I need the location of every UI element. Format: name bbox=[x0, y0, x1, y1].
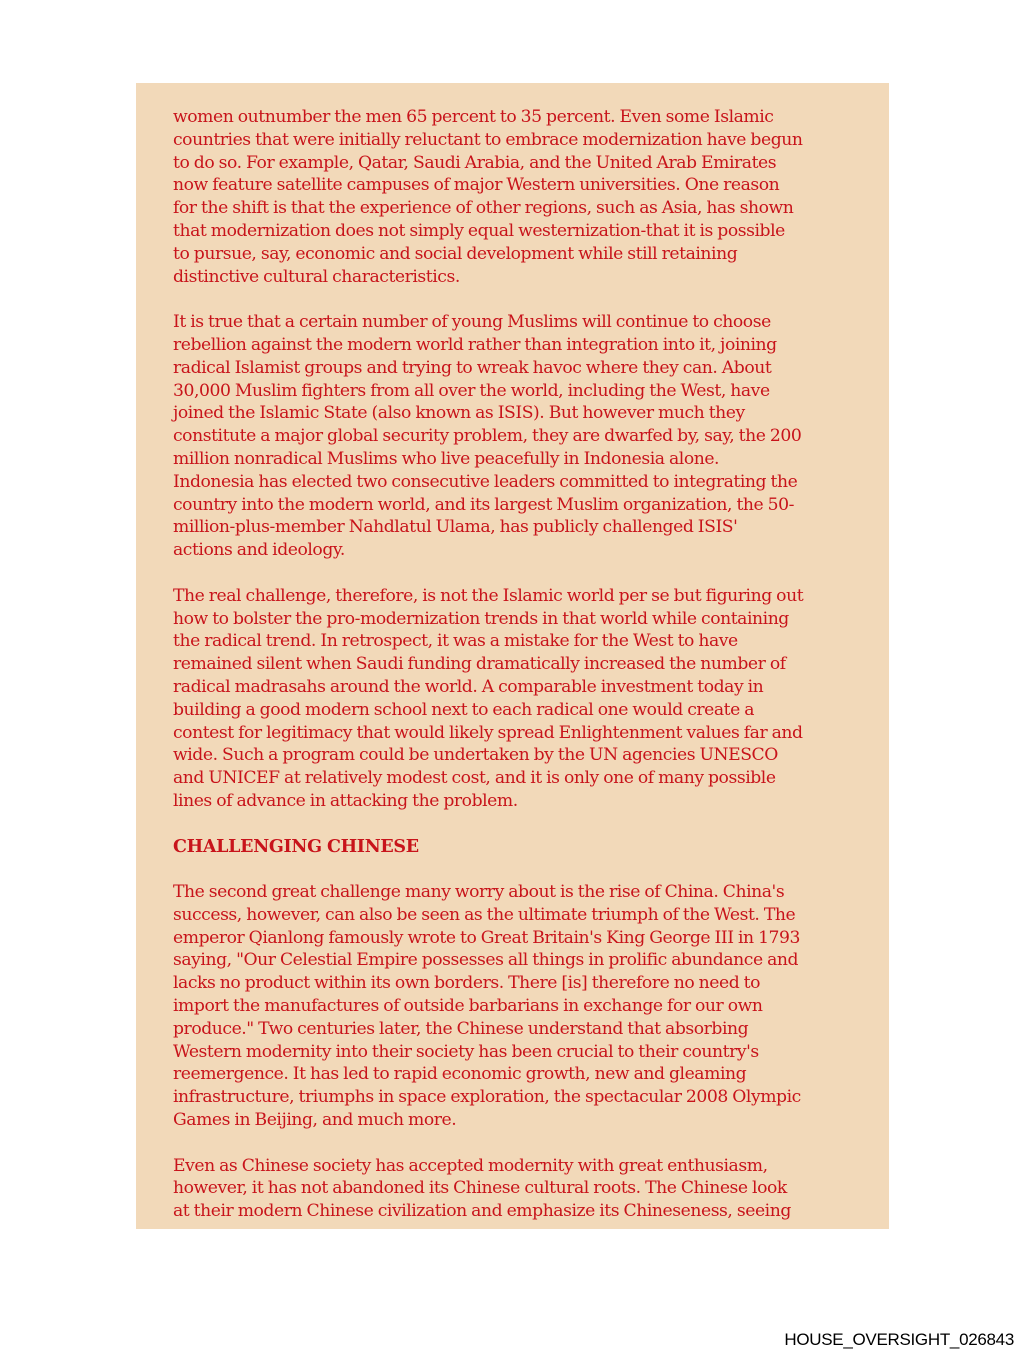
text-line: how to bolster the pro-modernization trends in that world while containing bbox=[173, 608, 789, 629]
text-line: actions and ideology. bbox=[173, 540, 345, 561]
text-line: distinctive cultural characteristics. bbox=[173, 266, 460, 287]
text-line: saying, "Our Celestial Empire possesses all things in prolific abundance and bbox=[173, 950, 799, 971]
text-line: constitute a major global security problem, they are dwarfed by, say, the 200 bbox=[173, 426, 802, 447]
text-line: reemergence. It has led to rapid economic growth, new and gleaming bbox=[173, 1064, 747, 1085]
text-line: that modernization does not simply equal westernization-that it is possible bbox=[173, 220, 785, 241]
text-line: rebellion against the modern world rather than integration into it, joining bbox=[173, 334, 777, 355]
text-line: country into the modern world, and its largest Muslim organization, the 50- bbox=[173, 494, 794, 515]
text-line: The second great challenge many worry about is the rise of China. China's bbox=[173, 882, 785, 903]
section-heading: CHALLENGING CHINESE bbox=[173, 836, 419, 857]
paragraph-3 bbox=[173, 585, 863, 813]
text-line: and UNICEF at relatively modest cost, and it is only one of many possible bbox=[173, 768, 776, 789]
text-line: Even as Chinese society has accepted modernity with great enthusiasm, bbox=[173, 1155, 768, 1176]
text-line: It is true that a certain number of young Muslims will continue to choose bbox=[173, 312, 771, 333]
text-line: building a good modern school next to each radical one would create a bbox=[173, 699, 755, 720]
document-body bbox=[173, 106, 863, 1246]
paragraph-4 bbox=[173, 881, 863, 1132]
paragraph-2 bbox=[173, 311, 863, 562]
text-line: import the manufactures of outside barbarians in exchange for our own bbox=[173, 996, 763, 1017]
text-line: Indonesia has elected two consecutive leaders committed to integrating the bbox=[173, 471, 798, 492]
paragraph-1 bbox=[173, 106, 863, 288]
text-line: remained silent when Saudi funding dramatically increased the number of bbox=[173, 654, 786, 675]
text-line: the radical trend. In retrospect, it was a mistake for the West to have bbox=[173, 631, 738, 652]
text-line: to do so. For example, Qatar, Saudi Arabia, and the United Arab Emirates bbox=[173, 152, 777, 173]
text-line: lines of advance in attacking the problem. bbox=[173, 790, 518, 811]
text-line: for the shift is that the experience of other regions, such as Asia, has shown bbox=[173, 198, 794, 219]
text-line: to pursue, say, economic and social development while still retaining bbox=[173, 243, 738, 264]
text-line: Western modernity into their society has been crucial to their country's bbox=[173, 1041, 759, 1062]
text-line: 30,000 Muslim fighters from all over the world, including the West, have bbox=[173, 380, 770, 401]
text-line: Games in Beijing, and much more. bbox=[173, 1110, 457, 1131]
text-line: lacks no product within its own borders. There [is] therefore no need to bbox=[173, 973, 761, 994]
text-line: at their modern Chinese civilization and emphasize its Chineseness, seeing bbox=[173, 1201, 791, 1222]
text-line: The real challenge, therefore, is not the Islamic world per se but figuring out bbox=[173, 585, 804, 606]
text-line: women outnumber the men 65 percent to 35 percent. Even some Islamic bbox=[173, 107, 774, 127]
text-line: contest for legitimacy that would likely spread Enlightenment values far and bbox=[173, 722, 803, 743]
text-line: joined the Islamic State (also known as ISIS). But however much they bbox=[173, 403, 745, 424]
text-line: success, however, can also be seen as the ultimate triumph of the West. The bbox=[173, 904, 796, 925]
text-line: produce." Two centuries later, the Chinese understand that absorbing bbox=[173, 1018, 749, 1039]
text-line: radical Islamist groups and trying to wreak havoc where they can. About bbox=[173, 357, 772, 378]
text-line: radical madrasahs around the world. A comparable investment today in bbox=[173, 676, 764, 697]
text-line: million nonradical Muslims who live peacefully in Indonesia alone. bbox=[173, 448, 720, 469]
text-line: wide. Such a program could be undertaken by the UN agencies UNESCO bbox=[173, 745, 778, 766]
text-line: now feature satellite campuses of major Western universities. One reason bbox=[173, 175, 780, 196]
text-line: infrastructure, triumphs in space exploration, the spectacular 2008 Olympic bbox=[173, 1087, 801, 1108]
paragraph-5 bbox=[173, 1155, 863, 1223]
text-line: however, it has not abandoned its Chinese cultural roots. The Chinese look bbox=[173, 1178, 787, 1199]
text-line: countries that were initially reluctant to embrace modernization have begun bbox=[173, 129, 803, 150]
text-line: emperor Qianlong famously wrote to Great Britain's King George III in 1793 bbox=[173, 927, 801, 948]
bates-number: HOUSE_OVERSIGHT_026843 bbox=[784, 1330, 1014, 1349]
text-line: million-plus-member Nahdlatul Ulama, has publicly challenged ISIS' bbox=[173, 517, 738, 538]
